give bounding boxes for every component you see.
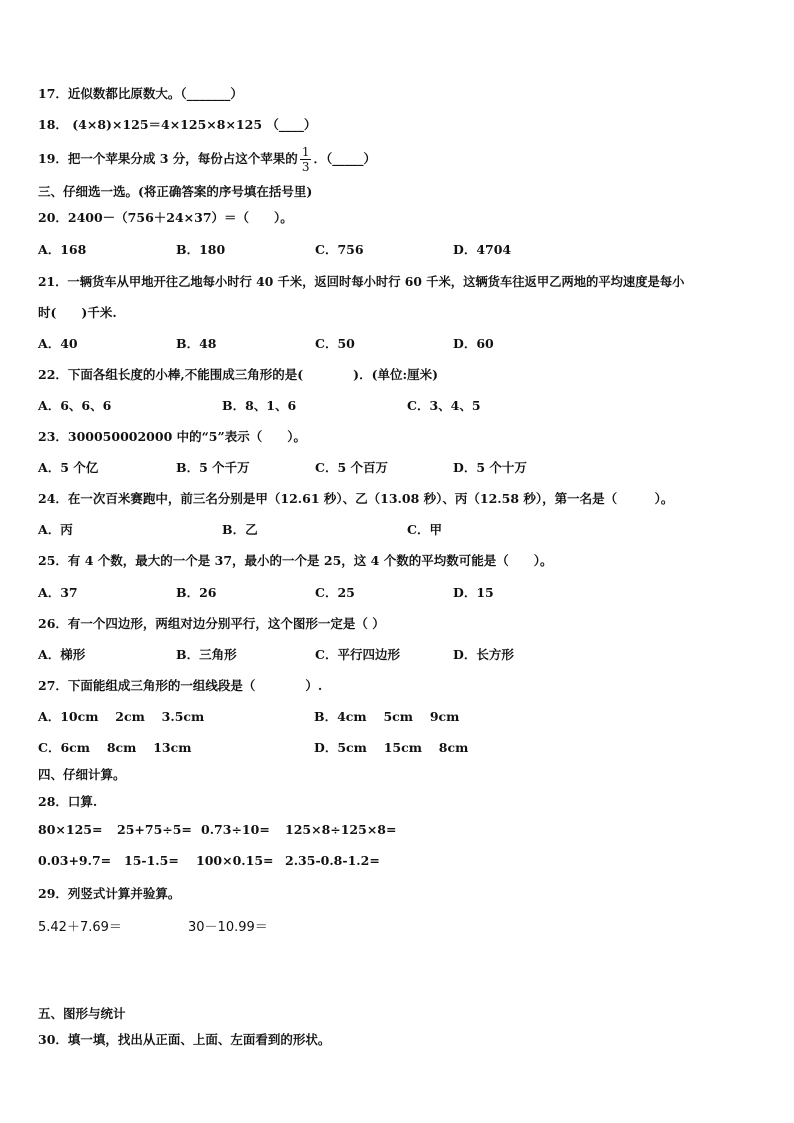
q23-option-a: A．5 个亿 — [38, 460, 99, 475]
question-19 — [38, 145, 376, 174]
q26-option-b: B．三角形 — [176, 647, 237, 662]
q20-option-a: A．168 — [38, 242, 87, 257]
question-21-line-2: 时( )千米. — [38, 305, 117, 320]
mental-calc-6: 15-1.5= — [124, 853, 179, 868]
q27-option-d: D．5cm 15cm 8cm — [314, 740, 469, 755]
q23-option-c: C．5 个百万 — [315, 460, 388, 475]
question-19-text: 19．把一个苹果分成 3 分，每份占这个苹果的 — [38, 151, 298, 166]
mental-calc-7: 100×0.15= — [196, 853, 274, 868]
question-23: 23．300050002000 中的“5”表示（ ）。 — [38, 429, 306, 444]
q24-option-c: C．甲 — [407, 522, 442, 537]
q25-option-b: B．26 — [176, 585, 217, 600]
q27-option-b: B．4cm 5cm 9cm — [314, 709, 460, 724]
q25-option-a: A．37 — [38, 585, 78, 600]
fraction-numerator: 1 — [301, 145, 310, 159]
q21-option-d: D．60 — [453, 336, 494, 351]
q21-option-a: A．40 — [38, 336, 78, 351]
q24-option-b: B．乙 — [222, 522, 258, 537]
q22-option-c: C．3、4、5 — [407, 398, 481, 413]
q23-option-d: D．5 个十万 — [453, 460, 527, 475]
q26-option-a: A．梯形 — [38, 647, 86, 662]
q22-option-a: A．6、6、6 — [38, 398, 112, 413]
question-25: 25．有 4 个数，最大的一个是 37，最小的一个是 25，这 4 个数的平均数可能是（ ）。 — [38, 553, 553, 568]
question-18: 18． (4×8)×125＝4×125×8×125 （____） — [38, 117, 317, 132]
q24-option-a: A．丙 — [38, 522, 73, 537]
question-28: 28．口算. — [38, 794, 98, 809]
q25-option-d: D．15 — [453, 585, 494, 600]
mental-calc-5: 0.03+9.7= — [38, 853, 112, 868]
question-22: 22．下面各组长度的小棒,不能围成三角形的是( )．(单位:厘米) — [38, 367, 439, 382]
section-3-heading: 三、仔细选一选。(将正确答案的序号填在括号里) — [38, 184, 313, 199]
mental-calc-8: 2.35-0.8-1.2= — [285, 853, 380, 868]
question-27: 27．下面能组成三角形的一组线段是（ ）. — [38, 678, 323, 693]
question-17: 17．近似数都比原数大。（_______） — [38, 86, 243, 101]
section-5-heading: 五、图形与统计 — [38, 1006, 126, 1021]
question-29: 29．列竖式计算并验算。 — [38, 886, 181, 901]
q23-option-b: B．5 个千万 — [176, 460, 250, 475]
mental-calc-3: 0.73÷10= — [201, 822, 270, 837]
q21-option-c: C．50 — [315, 336, 355, 351]
vertical-calc-1: 5.42＋7.69＝ — [38, 920, 122, 935]
q27-option-a: A．10cm 2cm 3.5cm — [38, 709, 205, 724]
question-26: 26．有一个四边形，两组对边分别平行，这个图形一定是（ ） — [38, 616, 385, 631]
fraction-one-third — [300, 145, 312, 174]
q20-option-b: B．180 — [176, 242, 226, 257]
q20-option-c: C．756 — [315, 242, 364, 257]
question-21-line-1: 21．一辆货车从甲地开往乙地每小时行 40 千米，返回时每小时行 60 千米，这辆货车往返甲乙两地的平均速度是每小 — [38, 274, 685, 289]
mental-calc-2: 25+75÷5= — [117, 822, 192, 837]
mental-calc-4: 125×8÷125×8= — [285, 822, 397, 837]
question-30: 30．填一填，找出从正面、上面、左面看到的形状。 — [38, 1032, 331, 1047]
question-24: 24．在一次百米赛跑中，前三名分别是甲（12.61 秒）、乙（13.08 秒）、丙（12.58 秒），第一名是（ ）。 — [38, 491, 674, 506]
mental-calc-1: 80×125= — [38, 822, 103, 837]
q26-option-d: D．长方形 — [453, 647, 514, 662]
q26-option-c: C．平行四边形 — [315, 647, 400, 662]
q27-option-c: C．6cm 8cm 13cm — [38, 740, 192, 755]
fraction-denominator: 3 — [301, 160, 310, 174]
question-19-blank: ．（_____） — [313, 151, 376, 166]
section-4-heading: 四、仔细计算。 — [38, 767, 126, 782]
q25-option-c: C．25 — [315, 585, 355, 600]
question-20: 20．2400－（756＋24×37）＝（ ）。 — [38, 210, 293, 225]
q21-option-b: B．48 — [176, 336, 217, 351]
q20-option-d: D．4704 — [453, 242, 512, 257]
q22-option-b: B．8、1、6 — [222, 398, 297, 413]
vertical-calc-2: 30－10.99＝ — [188, 920, 268, 935]
